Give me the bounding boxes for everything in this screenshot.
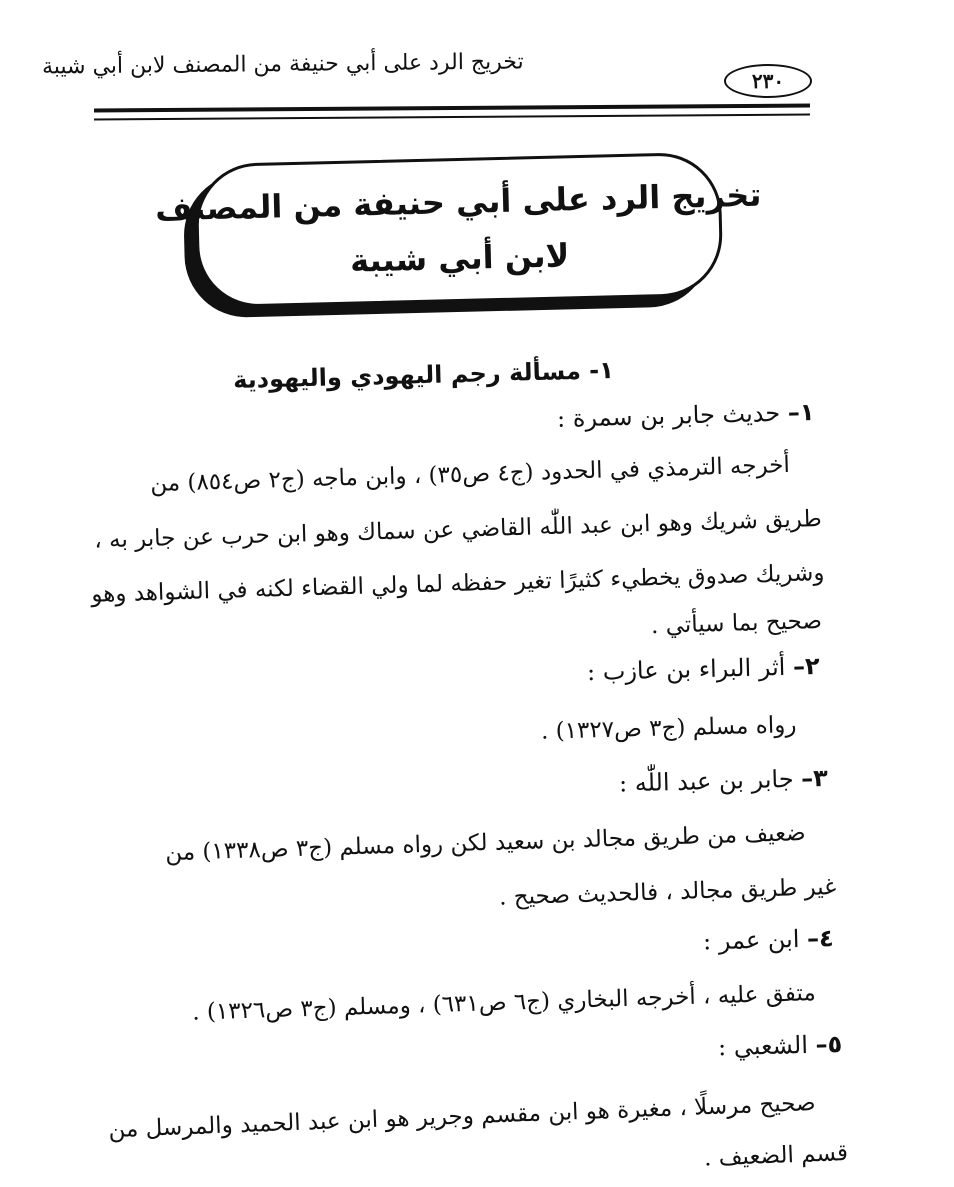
item-title bbox=[556, 398, 814, 433]
paragraph-line: غير طريق مجالد ، فالحديث صحيح . bbox=[498, 874, 837, 911]
paragraph-line: ضعيف من طريق مجالد بن سعيد لكن رواه مسلم (ج٣ ص١٣٣٨) من bbox=[165, 820, 807, 867]
page-number-badge bbox=[724, 64, 812, 98]
item-title-text: حديث جابر بن سمرة : bbox=[556, 398, 781, 433]
item-title-text: الشعبي : bbox=[717, 1030, 809, 1062]
item-title-text: أثر البراء بن عازب : bbox=[587, 652, 787, 687]
item-title bbox=[587, 652, 820, 686]
chapter-title-line-2: لابن أبي شيبة bbox=[349, 236, 570, 280]
paragraph-line: صحيح بما سيأتي . bbox=[650, 608, 823, 640]
header-rule-thin bbox=[94, 114, 810, 121]
item-number: ٤– bbox=[806, 924, 835, 953]
item-number: ٢– bbox=[792, 652, 821, 681]
paragraph-line: قسم الضعيف . bbox=[703, 1140, 849, 1172]
page-number: ٢٣٠ bbox=[751, 69, 785, 93]
item-title bbox=[717, 1030, 842, 1061]
paragraph-line: صحيح مرسلًا ، مغيرة هو ابن مقسم وجرير هو ابن عبد الحميد والمرسل من bbox=[108, 1090, 817, 1144]
paragraph-line: طريق شريك وهو ابن عبد اللّٰه القاضي عن سماك وهو ابن حرب عن جابر به ، bbox=[94, 506, 823, 554]
running-title: تخريج الرد على أبي حنيفة من المصنف لابن أبي شيبة bbox=[42, 49, 525, 80]
paragraph-line: وشريك صدوق يخطيء كثيرًا تغير حفظه لما ولي القضاء لكنه في الشواهد وهو bbox=[90, 560, 825, 608]
item-title-text: جابر بن عبد اللّٰه : bbox=[618, 764, 795, 798]
item-number: ١– bbox=[786, 398, 815, 427]
chapter-title-line-1: تخريج الرد على أبي حنيفة من المصنف bbox=[154, 175, 762, 229]
item-number: ٣– bbox=[800, 764, 829, 793]
item-title bbox=[703, 924, 834, 955]
item-title-text: ابن عمر : bbox=[702, 924, 801, 956]
item-number: ٥– bbox=[814, 1030, 843, 1059]
paragraph-line: رواه مسلم (ج٣ ص١٣٢٧) . bbox=[540, 712, 797, 745]
item-title bbox=[619, 764, 829, 797]
page-header bbox=[0, 0, 954, 130]
paragraph-line: أخرجه الترمذي في الحدود (ج٤ ص٣٥) ، وابن ماجه (ج٢ ص٨٥٤) من bbox=[150, 452, 791, 497]
chapter-title-box bbox=[154, 152, 762, 309]
section-heading: ١- مسألة رجم اليهودي واليهودية bbox=[232, 356, 615, 394]
header-rule-thick bbox=[94, 104, 810, 113]
paragraph-line: متفق عليه ، أخرجه البخاري (ج٦ ص٦٣١) ، ومسلم (ج٣ ص١٣٢٦) . bbox=[192, 980, 817, 1026]
